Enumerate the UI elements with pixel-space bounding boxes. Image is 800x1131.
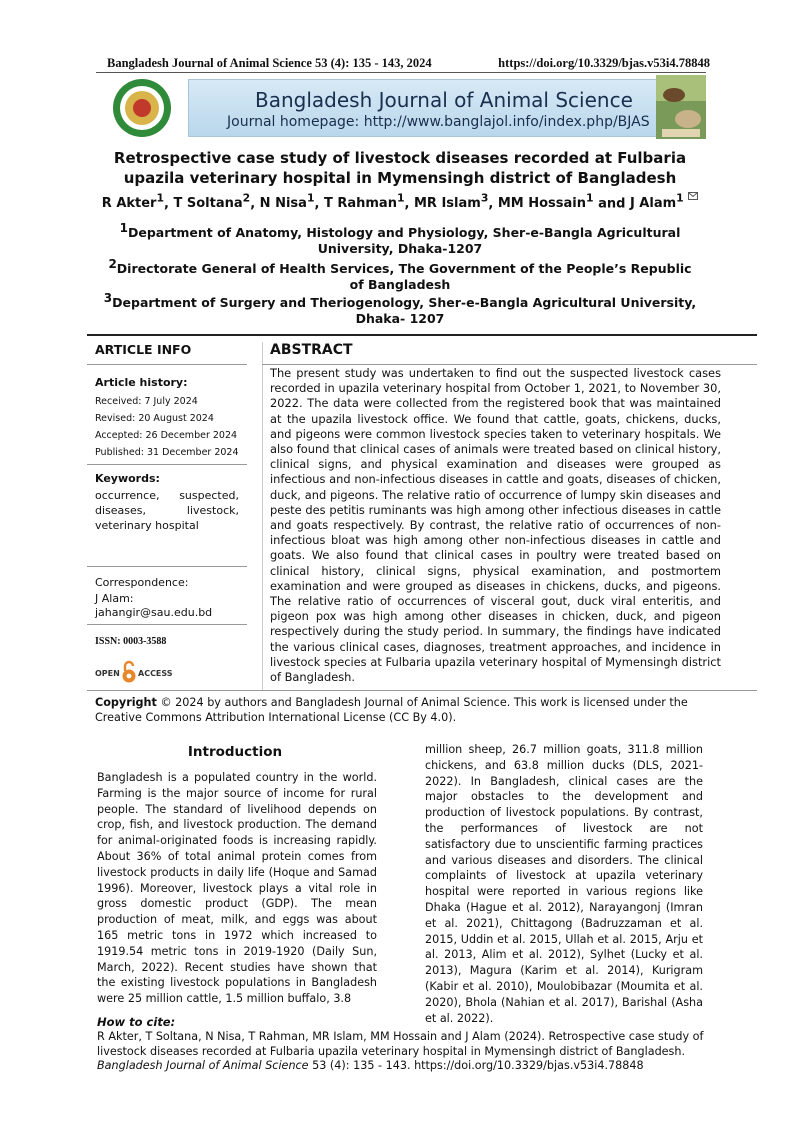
column-separator [262,342,263,690]
abstract-heading: ABSTRACT [270,342,353,358]
published-date: Published: 31 December 2024 [95,447,239,458]
affiliation-3: $^3$Department of Surgery and Theriogenology, Sher-e-Bangla Agricultural University, Dhaka- 1207 [103,291,697,327]
introduction-column-1: Bangladesh is a populated country in the world. Farming is the major source of income for rural people. The standard of livelihood depends on crop, fish, and livestock production. The demand for animal-originated foods is increasing rapidly. About 36% of total animal protein comes from livestock products in daily life (Hoque and Samad 1996). Moreover, livestock plays a vital role in gross domestic product (GDP). The mean production of meat, milk, and eggs was about 165 metric tons in 1972 which increased to 1919.54 metric tons in 2019-1920 (Daily Sun, March, 2022). Recent studies have shown that the existing livestock populations in Bangladesh were 25 million cattle, 1.5 million buffalo, 3.8 [97,771,377,1006]
author[interactable]: T Rahman$^1$ [323,192,405,212]
how-to-cite-heading: How to cite: [97,1015,176,1029]
affiliation-2: $^2$Directorate General of Health Services, The Government of the People’s Republic of Bangladesh [108,257,692,293]
issn: ISSN: 0003-3588 [95,636,167,647]
copyright-text: © 2024 by authors and Bangladesh Journal of Animal Science. This work is licensed under the Creative Commons Attribution International License (CC By 4.0). [95,696,688,724]
citation-authors-title: R Akter, T Soltana, N Nisa, T Rahman, MR Islam, MM Hossain and J Alam (2024). Retrospective case study of livestock diseases recorded at Fulbaria upazila veterinary hospital in Mymensingh district of Bangladesh. [97,1030,704,1058]
divider [87,566,247,567]
divider [87,334,757,336]
open-access-logo [95,660,175,686]
author[interactable]: N Nisa$^1$ [259,192,315,212]
revised-date: Revised: 20 August 2024 [95,413,214,424]
doi-link[interactable]: https://doi.org/10.3329/bjas.v53i4.78848 [498,56,710,70]
citation-journal: Bangladesh Journal of Animal Science [97,1059,309,1072]
banner-homepage[interactable]: Journal homepage: http://www.banglajol.info/index.php/BJAS [227,114,650,130]
accepted-date: Accepted: 26 December 2024 [95,430,238,441]
author[interactable]: MR Islam$^3$ [413,192,489,212]
open-lock-icon [121,660,137,684]
journal-reference-line [107,56,710,72]
received-date: Received: 7 July 2024 [95,396,198,407]
divider [87,464,247,465]
author[interactable]: J Alam$^1$ [629,192,684,212]
journal-citation: Bangladesh Journal of Animal Science 53 (4): 135 - 143, 2024 [107,56,432,70]
citation-text [97,1030,709,1074]
author[interactable]: T Soltana$^2$ [173,192,251,212]
keywords-list: occurrence, suspected, diseases, livestock, veterinary hospital [95,489,239,532]
divider [87,624,247,625]
keywords-heading: Keywords: [95,472,160,485]
introduction-heading: Introduction [187,744,283,760]
correspondence-heading: Correspondence: [95,576,189,589]
email-envelope-icon[interactable] [688,192,698,200]
article-info-heading: ARTICLE INFO [95,342,192,357]
history-heading: Article history: [95,376,188,389]
correspondence-name: J Alam: [95,592,134,605]
livestock-photo-icon [656,75,706,139]
abstract-text: The present study was undertaken to find out the suspected livestock cases recorded in upazila veterinary hospital from October 1, 2021, to November 30, 2022. The data were collected from the registered book that was maintained at the upazila livestock office. We found that cattle, goats, chickens, ducks, and pigeons were common livestock species taken to veterinary hospitals. We also found that clinical cases of animals were treated based on clinical history, clinical signs, and physical examination and diseases were grouped as infectious and non-infectious diseases in cattle and goats, diseases of chicken, duck, and pigeons. The relative ratio of occurrence of lumpy skin diseases and peste des petitis ruminants was high among other infectious diseases in cattle and goats respectively. By contrast, the relative ratio of occurrences of non-infectious bloat was high among other non-infectious diseases in cattle and goats. We also found that clinical cases in poultry were treated based on clinical history, clinical signs, physical examination, and postmortem examination and were grouped as diseases in chickens, ducks, and pigeons. The relative ratio of occurrences of visceral gout, duck viral enteritis, and pigeon pox was high among other diseases in chicken, duck, and pigeon respectively during the study period. In summary, the findings have indicated the various clinical cases, diagnoses, treatment approaches, and incidence in livestock species at Fulbaria upazila veterinary hospital of Mymensingh district of Bangladesh. [270,366,721,685]
journal-banner [96,72,706,143]
author[interactable]: R Akter$^1$ [101,192,165,212]
article-title: Retrospective case study of livestock diseases recorded at Fulbaria upazila veterinary hospital in Mymensingh district of Bangladesh [113,149,687,187]
citation-volume-doi[interactable]: 53 (4): 135 - 143. https://doi.org/10.3329/bjas.v53i4.78848 [308,1059,644,1072]
banner-title: Bangladesh Journal of Animal Science [255,88,633,112]
divider [87,690,757,691]
correspondence-email[interactable]: jahangir@sau.edu.bd [95,606,213,619]
copyright-label: Copyright [95,696,157,709]
copyright-notice [95,695,725,725]
open-access-left: OPEN [95,669,120,678]
divider [262,364,757,365]
banner-band [188,79,660,137]
divider [87,364,247,365]
author[interactable]: MM Hossain$^1$ [497,192,594,212]
author-list: R Akter$^1$, T Soltana$^2$, N Nisa$^1$, T Rahman$^1$, MR Islam$^3$, MM Hossain$^1$ and J Alam$^1$ [100,192,700,211]
introduction-column-2: million sheep, 26.7 million goats, 311.8 million chickens, and 63.8 million ducks (DLS, 2021-2022). In Bangladesh, clinical cases are the major obstacles to the development and production of livestock populations. By contrast, the performances of livestock are not satisfactory due to unscientific farming practices and various diseases and disorders. The clinical complaints of livestock at upazila veterinary hospital were reported in various regions like Dhaka (Hague et al. 2012), Narayangonj (Imran et al. 2021), Chittagong (Badruzzaman et al. 2015, Uddin et al. 2015, Ullah et al. 2015, Arju et al. 2013, Alim et al. 2012), Sylhet (Lucky et al. 2013), Magura (Karim et al. 2014), Kurigram (Kabir et al. 2010), Moulobibazar (Moumita et al. 2020), Bhola (Nahian et al. 2017), Barishal (Asha et al. 2022). [425,743,703,1025]
open-access-right: ACCESS [138,669,173,678]
society-seal-logo-icon [104,77,180,139]
affiliation-1: $^1$Department of Anatomy, Histology and Physiology, Sher-e-Bangla Agricultural University, Dhaka-1207 [119,221,681,257]
